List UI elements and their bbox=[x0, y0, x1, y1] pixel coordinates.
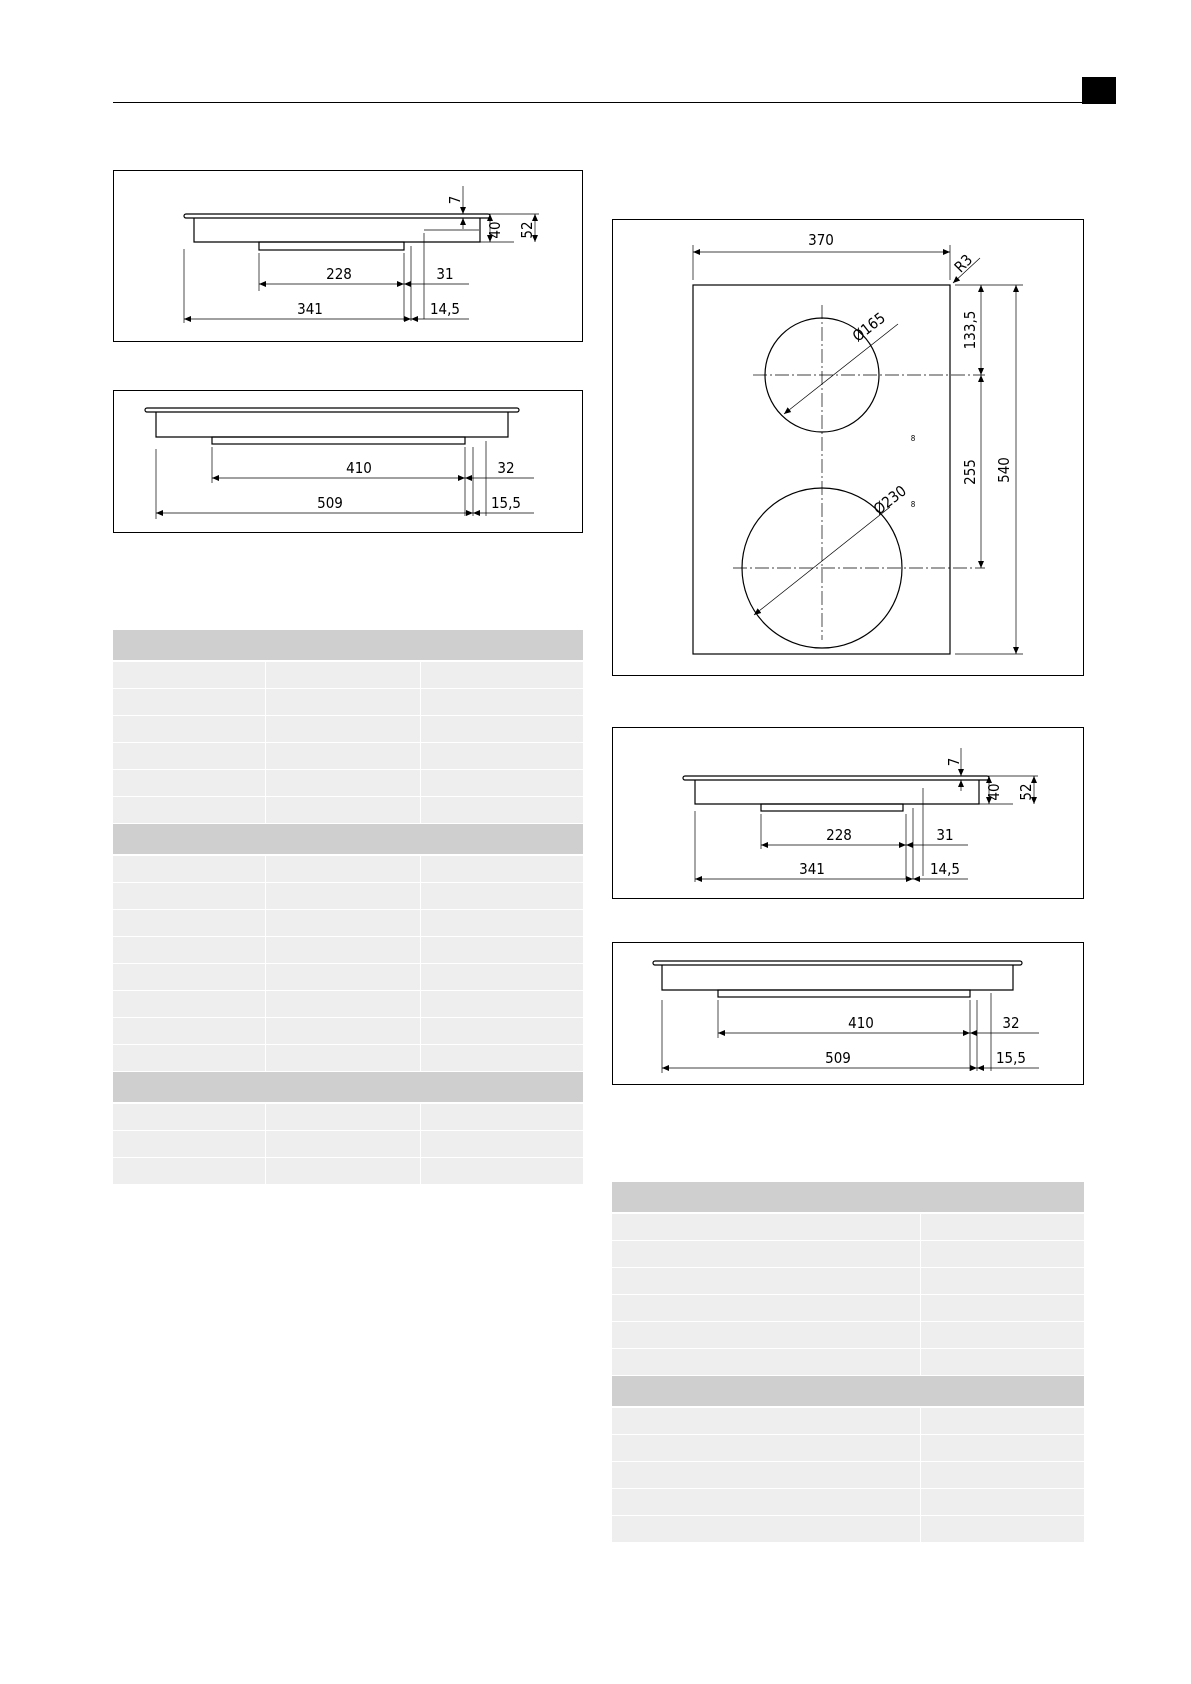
table-row bbox=[113, 1018, 583, 1045]
dim-label: 410 bbox=[848, 1014, 874, 1032]
dim-label: 341 bbox=[297, 300, 323, 318]
table-cell bbox=[113, 1158, 265, 1185]
dim-label: 255 bbox=[961, 459, 979, 485]
table-cell bbox=[612, 1349, 920, 1376]
side-view-drawing-long-right bbox=[612, 942, 1084, 1085]
table-cell bbox=[113, 1072, 265, 1104]
table-cell bbox=[113, 824, 265, 856]
dim-label: 228 bbox=[826, 826, 852, 844]
table-row bbox=[612, 1489, 1084, 1516]
table-cell bbox=[420, 743, 583, 770]
table-cell bbox=[113, 855, 265, 883]
table-cell bbox=[265, 1018, 420, 1045]
table-cell bbox=[420, 661, 583, 689]
dim-label: 7 bbox=[446, 195, 464, 205]
side-view-drawing-long bbox=[113, 390, 583, 533]
table-cell bbox=[612, 1213, 920, 1241]
table-cell bbox=[920, 1349, 1084, 1376]
table-cell bbox=[920, 1268, 1084, 1295]
table-cell bbox=[420, 716, 583, 743]
table-cell bbox=[265, 1103, 420, 1131]
table-cell bbox=[420, 910, 583, 937]
table-section-header bbox=[612, 1376, 1084, 1408]
table-cell bbox=[612, 1516, 920, 1543]
table-cell bbox=[113, 1131, 265, 1158]
table-cell bbox=[265, 964, 420, 991]
table-cell bbox=[612, 1407, 920, 1435]
table-cell bbox=[920, 1213, 1084, 1241]
table-cell bbox=[420, 770, 583, 797]
table-cell bbox=[113, 1018, 265, 1045]
table-cell bbox=[920, 1376, 1084, 1408]
dim-label: 509 bbox=[825, 1049, 851, 1067]
table-cell bbox=[920, 1407, 1084, 1435]
dim-label: 540 bbox=[995, 457, 1013, 483]
table-cell bbox=[612, 1182, 920, 1213]
table-row bbox=[113, 855, 583, 883]
table-cell bbox=[113, 716, 265, 743]
table-row bbox=[612, 1407, 1084, 1435]
side-view-drawing-short bbox=[113, 170, 583, 342]
dim-label: 14,5 bbox=[929, 860, 961, 878]
table-cell bbox=[420, 797, 583, 824]
table-cell bbox=[265, 1045, 420, 1072]
table-row bbox=[113, 991, 583, 1018]
table-cell bbox=[265, 910, 420, 937]
table-cell bbox=[612, 1241, 920, 1268]
table-cell bbox=[265, 630, 420, 661]
table-cell bbox=[420, 883, 583, 910]
table-row bbox=[612, 1322, 1084, 1349]
table-cell bbox=[920, 1435, 1084, 1462]
zone-marker: 8 bbox=[910, 434, 916, 443]
table-row bbox=[612, 1295, 1084, 1322]
table-cell bbox=[113, 937, 265, 964]
table-cell bbox=[420, 937, 583, 964]
table-cell bbox=[920, 1295, 1084, 1322]
table-cell bbox=[113, 630, 265, 661]
table-cell bbox=[265, 661, 420, 689]
table-cell bbox=[420, 1018, 583, 1045]
table-cell bbox=[420, 855, 583, 883]
table-section-header bbox=[113, 1072, 583, 1104]
table-cell bbox=[113, 991, 265, 1018]
table-cell bbox=[113, 883, 265, 910]
table-cell bbox=[265, 937, 420, 964]
table-cell bbox=[420, 630, 583, 661]
table-cell bbox=[420, 824, 583, 856]
table-cell bbox=[265, 1072, 420, 1104]
table-cell bbox=[113, 910, 265, 937]
table-cell bbox=[265, 855, 420, 883]
dim-label: 370 bbox=[808, 231, 834, 249]
table-cell bbox=[265, 1131, 420, 1158]
table-cell bbox=[920, 1322, 1084, 1349]
table-cell bbox=[420, 964, 583, 991]
table-section-header bbox=[612, 1182, 1084, 1213]
table-row bbox=[113, 1103, 583, 1131]
table-cell bbox=[420, 991, 583, 1018]
table-row bbox=[113, 689, 583, 716]
table-cell bbox=[113, 743, 265, 770]
dim-label: Ø165 bbox=[849, 308, 889, 346]
table-row bbox=[113, 1045, 583, 1072]
table-cell bbox=[265, 991, 420, 1018]
dim-label: 40 bbox=[985, 783, 1003, 801]
table-row bbox=[113, 1158, 583, 1185]
table-cell bbox=[420, 689, 583, 716]
table-cell bbox=[920, 1182, 1084, 1213]
table-row bbox=[113, 1131, 583, 1158]
table-cell bbox=[265, 824, 420, 856]
table-cell bbox=[420, 1045, 583, 1072]
dim-label: 52 bbox=[1017, 783, 1035, 801]
spec-table-right bbox=[612, 1182, 1084, 1543]
dim-label: R3 bbox=[950, 250, 977, 277]
table-cell bbox=[612, 1322, 920, 1349]
table-cell bbox=[113, 689, 265, 716]
dim-label: 40 bbox=[486, 221, 504, 239]
table-cell bbox=[113, 770, 265, 797]
top-view-drawing bbox=[612, 219, 1084, 676]
table-cell bbox=[420, 1158, 583, 1185]
table-cell bbox=[420, 1131, 583, 1158]
table-cell bbox=[113, 964, 265, 991]
dim-label: 228 bbox=[326, 265, 352, 283]
table-cell bbox=[920, 1516, 1084, 1543]
table-cell bbox=[420, 1103, 583, 1131]
dim-label: 32 bbox=[497, 459, 515, 477]
table-cell bbox=[113, 1045, 265, 1072]
dim-label: 15,5 bbox=[995, 1049, 1027, 1067]
dim-label: 31 bbox=[936, 826, 954, 844]
table-cell bbox=[265, 770, 420, 797]
table-row bbox=[612, 1435, 1084, 1462]
table-row bbox=[612, 1349, 1084, 1376]
table-row bbox=[612, 1516, 1084, 1543]
table-row bbox=[612, 1268, 1084, 1295]
table-row bbox=[113, 770, 583, 797]
table-cell bbox=[920, 1241, 1084, 1268]
table-row bbox=[113, 883, 583, 910]
dim-label: 52 bbox=[518, 221, 536, 239]
dim-label: 31 bbox=[436, 265, 454, 283]
spec-table-left bbox=[113, 630, 583, 1185]
table-cell bbox=[113, 661, 265, 689]
table-section-header bbox=[113, 824, 583, 856]
table-cell bbox=[612, 1295, 920, 1322]
table-row bbox=[113, 910, 583, 937]
table-cell bbox=[265, 797, 420, 824]
table-cell bbox=[113, 1103, 265, 1131]
table-cell bbox=[612, 1268, 920, 1295]
dim-label: 341 bbox=[799, 860, 825, 878]
table-cell bbox=[265, 716, 420, 743]
table-cell bbox=[920, 1489, 1084, 1516]
table-row bbox=[113, 716, 583, 743]
table-row bbox=[612, 1213, 1084, 1241]
table-row bbox=[612, 1241, 1084, 1268]
dim-label: Ø230 bbox=[870, 481, 910, 519]
table-cell bbox=[612, 1489, 920, 1516]
table-row bbox=[113, 964, 583, 991]
table-cell bbox=[920, 1462, 1084, 1489]
table-cell bbox=[265, 743, 420, 770]
page-number-tab bbox=[1082, 77, 1116, 104]
header-rule bbox=[113, 102, 1096, 103]
table-cell bbox=[265, 883, 420, 910]
table-row bbox=[113, 743, 583, 770]
table-section-header bbox=[113, 630, 583, 661]
dim-label: 14,5 bbox=[429, 300, 461, 318]
table-cell bbox=[265, 1158, 420, 1185]
dim-label: 32 bbox=[1002, 1014, 1020, 1032]
table-row bbox=[113, 937, 583, 964]
dim-label: 7 bbox=[945, 757, 963, 767]
dim-label: 15,5 bbox=[490, 494, 522, 512]
dim-label: 509 bbox=[317, 494, 343, 512]
table-row bbox=[113, 797, 583, 824]
table-cell bbox=[420, 1072, 583, 1104]
dim-label: 410 bbox=[346, 459, 372, 477]
table-cell bbox=[612, 1462, 920, 1489]
table-cell bbox=[612, 1376, 920, 1408]
side-view-drawing-short-right bbox=[612, 727, 1084, 899]
table-row bbox=[612, 1462, 1084, 1489]
dim-label: 133,5 bbox=[961, 310, 979, 350]
table-cell bbox=[612, 1435, 920, 1462]
table-cell bbox=[113, 797, 265, 824]
table-cell bbox=[265, 689, 420, 716]
table-row bbox=[113, 661, 583, 689]
zone-marker: 8 bbox=[910, 500, 916, 509]
